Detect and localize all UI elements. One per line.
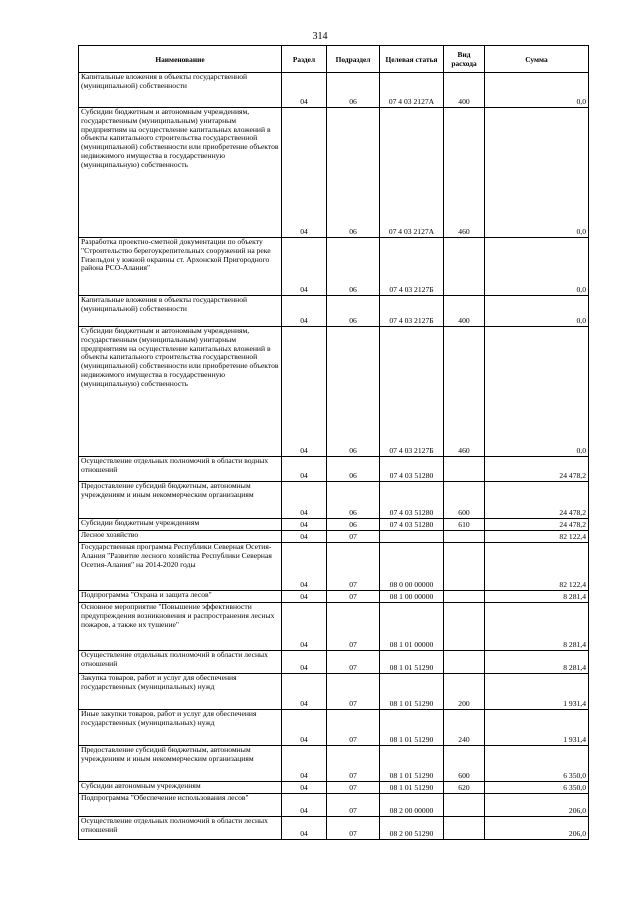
row-amount: 206,0 [485, 794, 589, 817]
row-name: Иные закупки товаров, работ и услуг для обеспечения государственных (муниципальных) нужд [79, 710, 282, 746]
row-expense-type [444, 591, 485, 603]
table-row [79, 296, 589, 327]
table-row [79, 591, 589, 603]
row-target-article: 07 4 03 2127А [380, 73, 444, 108]
row-name: Субсидии автономным учреждениям [79, 782, 282, 794]
table-row [79, 543, 589, 591]
row-section: 04 [282, 457, 327, 482]
row-name: Субсидии бюджетным и автономным учреждениям, государственным (муниципальным) унитарным предприятиям на осуществление капитальных вложений в объекты капитального строительства государственной (муниципальной) собственности или приобретение объектов недвижимого имущества в государственную (муниципальную) собственность [79, 327, 282, 457]
row-amount: 82 122,4 [485, 543, 589, 591]
row-amount: 8 281,4 [485, 591, 589, 603]
row-amount: 82 122,4 [485, 531, 589, 543]
header-amount: Сумма [485, 46, 589, 73]
row-expense-type: 610 [444, 519, 485, 531]
table-row [79, 519, 589, 531]
row-section: 04 [282, 817, 327, 840]
row-expense-type: 620 [444, 782, 485, 794]
table-row [79, 482, 589, 519]
row-expense-type: 460 [444, 327, 485, 457]
row-amount: 1 931,4 [485, 674, 589, 710]
row-section: 04 [282, 591, 327, 603]
row-section: 04 [282, 519, 327, 531]
row-subsection: 06 [327, 482, 380, 519]
row-section: 04 [282, 794, 327, 817]
row-name: Осуществление отдельных полномочий в области лесных отношений [79, 817, 282, 840]
row-subsection: 07 [327, 651, 380, 674]
row-amount: 0,0 [485, 296, 589, 327]
row-amount: 0,0 [485, 108, 589, 238]
row-amount: 6 350,0 [485, 746, 589, 782]
row-name: Субсидии бюджетным учреждениям [79, 519, 282, 531]
row-subsection: 07 [327, 746, 380, 782]
row-section: 04 [282, 238, 327, 296]
row-amount: 24 478,2 [485, 457, 589, 482]
table-row [79, 782, 589, 794]
row-expense-type: 200 [444, 674, 485, 710]
table-row [79, 108, 589, 238]
row-amount: 1 931,4 [485, 710, 589, 746]
row-subsection: 07 [327, 710, 380, 746]
row-target-article: 08 1 01 51290 [380, 674, 444, 710]
row-subsection: 07 [327, 674, 380, 710]
row-target-article: 08 1 01 51290 [380, 746, 444, 782]
row-amount: 24 478,2 [485, 519, 589, 531]
row-subsection: 07 [327, 794, 380, 817]
table-header-row [79, 46, 589, 73]
table-row [79, 710, 589, 746]
row-target-article [380, 531, 444, 543]
row-expense-type: 460 [444, 108, 485, 238]
row-target-article: 08 2 00 51290 [380, 817, 444, 840]
row-target-article: 07 4 03 2127Б [380, 296, 444, 327]
row-name: Закупка товаров, работ и услуг для обеспечения государственных (муниципальных) нужд [79, 674, 282, 710]
row-expense-type: 600 [444, 746, 485, 782]
row-amount: 206,0 [485, 817, 589, 840]
table-row [79, 603, 589, 651]
row-expense-type [444, 531, 485, 543]
row-subsection: 07 [327, 531, 380, 543]
table-row [79, 73, 589, 108]
row-expense-type [444, 238, 485, 296]
budget-table [78, 45, 589, 840]
row-target-article: 07 4 03 2127Б [380, 327, 444, 457]
row-amount: 0,0 [485, 327, 589, 457]
table-row [79, 327, 589, 457]
row-subsection: 06 [327, 519, 380, 531]
row-subsection: 06 [327, 108, 380, 238]
row-subsection: 06 [327, 296, 380, 327]
row-amount: 8 281,4 [485, 651, 589, 674]
header-name: Наименование [79, 46, 282, 73]
row-target-article: 08 1 01 51290 [380, 710, 444, 746]
row-target-article: 08 1 00 00000 [380, 591, 444, 603]
row-target-article: 07 4 03 2127Б [380, 238, 444, 296]
row-expense-type: 400 [444, 73, 485, 108]
row-section: 04 [282, 603, 327, 651]
table-row [79, 238, 589, 296]
row-name: Подпрограмма "Охрана и защита лесов" [79, 591, 282, 603]
row-section: 04 [282, 674, 327, 710]
row-name: Капитальные вложения в объекты государственной (муниципальной) собственности [79, 296, 282, 327]
table-row [79, 794, 589, 817]
row-section: 04 [282, 73, 327, 108]
row-subsection: 07 [327, 782, 380, 794]
table-row [79, 746, 589, 782]
table-row [79, 457, 589, 482]
row-amount: 8 281,4 [485, 603, 589, 651]
row-amount: 24 478,2 [485, 482, 589, 519]
row-name: Капитальные вложения в объекты государственной (муниципальной) собственности [79, 73, 282, 108]
row-section: 04 [282, 710, 327, 746]
row-expense-type [444, 651, 485, 674]
row-name: Осуществление отдельных полномочий в области водных отношений [79, 457, 282, 482]
page-number: 314 [312, 31, 328, 42]
row-name: Основное мероприятие "Повышение эффективности предупреждения возникновения и распространения лесных пожаров, а также их тушение" [79, 603, 282, 651]
row-subsection: 07 [327, 817, 380, 840]
row-section: 04 [282, 531, 327, 543]
row-target-article: 07 4 03 51280 [380, 519, 444, 531]
row-target-article: 08 1 01 00000 [380, 603, 444, 651]
row-amount: 0,0 [485, 238, 589, 296]
row-name: Субсидии бюджетным и автономным учреждениям, государственным (муниципальным) унитарным предприятиям на осуществление капитальных вложений в объекты капитального строительства государственной (муниципальной) собственности или приобретение объектов недвижимого имущества в государственную (муниципальную) собственность [79, 108, 282, 238]
row-expense-type [444, 543, 485, 591]
row-name: Разработка проектно-сметной документации по объекту "Строительство берегоукрепительных сооружений на реке Гизельдон у южной окраины ст. Архонской Пригородного района РСО-Алания" [79, 238, 282, 296]
row-name: Государственная программа Республики Северная Осетия-Алания "Развитие лесного хозяйства Республики Северная Осетия-Алания" на 2014-2020 годы [79, 543, 282, 591]
header-expense-type: Вид расхода [444, 46, 485, 73]
row-section: 04 [282, 651, 327, 674]
row-target-article: 08 2 00 00000 [380, 794, 444, 817]
row-target-article: 07 4 03 2127А [380, 108, 444, 238]
row-expense-type [444, 457, 485, 482]
row-name: Предоставление субсидий бюджетным, автономным учреждениям и иным некоммерческим организациям [79, 746, 282, 782]
row-subsection: 06 [327, 457, 380, 482]
row-section: 04 [282, 543, 327, 591]
row-target-article: 07 4 03 51280 [380, 482, 444, 519]
row-name: Подпрограмма "Обеспечение использования лесов" [79, 794, 282, 817]
header-target-article: Целевая статья [380, 46, 444, 73]
row-target-article: 08 1 01 51290 [380, 782, 444, 794]
row-subsection: 07 [327, 543, 380, 591]
table-row [79, 817, 589, 840]
header-section: Раздел [282, 46, 327, 73]
row-section: 04 [282, 296, 327, 327]
row-target-article: 07 4 03 51280 [380, 457, 444, 482]
row-section: 04 [282, 108, 327, 238]
row-target-article: 08 0 00 00000 [380, 543, 444, 591]
row-section: 04 [282, 482, 327, 519]
row-name: Лесное хозяйство [79, 531, 282, 543]
header-subsection: Подраздел [327, 46, 380, 73]
row-expense-type: 600 [444, 482, 485, 519]
row-subsection: 07 [327, 603, 380, 651]
row-expense-type: 240 [444, 710, 485, 746]
row-amount: 6 350,0 [485, 782, 589, 794]
row-subsection: 06 [327, 327, 380, 457]
table-row [79, 674, 589, 710]
row-expense-type [444, 603, 485, 651]
row-target-article: 08 1 01 51290 [380, 651, 444, 674]
row-section: 04 [282, 746, 327, 782]
row-subsection: 06 [327, 73, 380, 108]
row-subsection: 06 [327, 238, 380, 296]
row-section: 04 [282, 327, 327, 457]
row-expense-type [444, 817, 485, 840]
table-row [79, 531, 589, 543]
row-name: Осуществление отдельных полномочий в области лесных отношений [79, 651, 282, 674]
table-row [79, 651, 589, 674]
row-amount: 0,0 [485, 73, 589, 108]
row-expense-type: 400 [444, 296, 485, 327]
row-section: 04 [282, 782, 327, 794]
row-name: Предоставление субсидий бюджетным, автономным учреждениям и иным некоммерческим организациям [79, 482, 282, 519]
row-expense-type [444, 794, 485, 817]
row-subsection: 07 [327, 591, 380, 603]
